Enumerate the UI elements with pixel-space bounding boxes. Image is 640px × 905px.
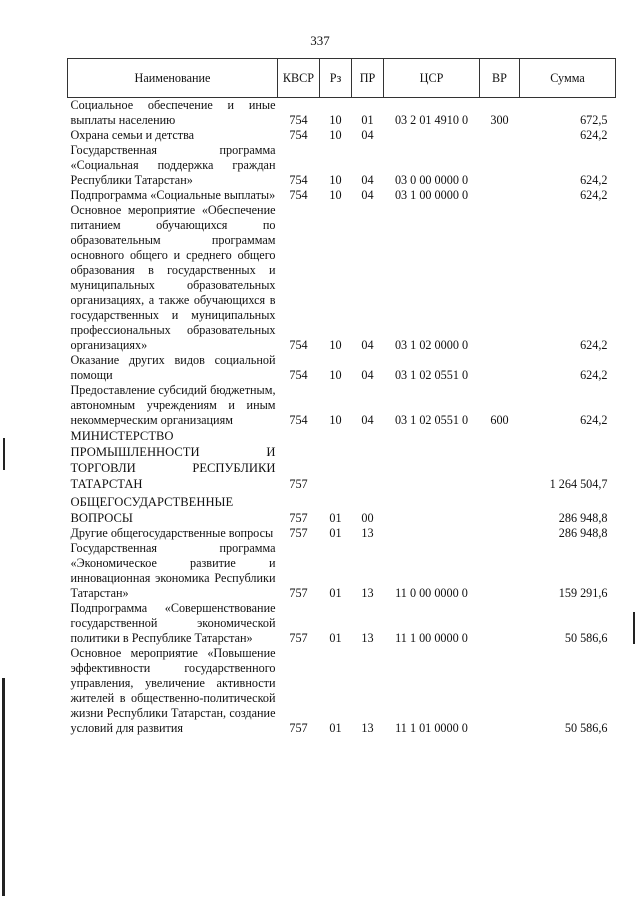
cell-kvsr: 754 — [289, 338, 308, 352]
margin-mark-bottom — [2, 678, 5, 896]
cell-vr: 600 — [490, 413, 509, 427]
cell-pr: 04 — [361, 188, 374, 202]
cell-pr: 13 — [361, 586, 374, 600]
cell-sum: 159 291,6 — [558, 586, 608, 600]
cell-rz: 10 — [329, 413, 342, 427]
cell-kvsr: 757 — [289, 586, 308, 600]
cell-sum: 624,2 — [580, 368, 608, 382]
cell-pr: 01 — [361, 113, 374, 127]
cell-sum: 1 264 504,7 — [549, 477, 608, 491]
column-header-name: Наименование — [68, 59, 278, 98]
cell-vr — [480, 492, 520, 526]
cell-kvsr: 754 — [289, 113, 308, 127]
table-row — [68, 541, 616, 601]
margin-mark-right — [633, 612, 635, 644]
table-row — [68, 188, 616, 203]
cell-vr: 300 — [490, 113, 509, 127]
cell-csr: 03 0 00 0000 0 — [394, 173, 469, 187]
cell-name: Охрана семьи и детства — [70, 128, 195, 142]
cell-sum: 286 948,8 — [558, 511, 608, 525]
table-row — [68, 601, 616, 646]
cell-csr: 03 1 00 0000 0 — [394, 188, 469, 202]
cell-csr: 03 1 02 0551 0 — [394, 413, 469, 427]
cell-csr: 03 2 01 4910 0 — [394, 113, 469, 127]
cell-pr — [352, 428, 384, 492]
table-row — [68, 203, 616, 353]
cell-sum: 624,2 — [580, 173, 608, 187]
cell-pr: 04 — [361, 173, 374, 187]
cell-kvsr: 754 — [289, 128, 308, 142]
cell-csr: 03 1 02 0551 0 — [394, 368, 469, 382]
cell-vr — [480, 526, 520, 541]
cell-rz: 10 — [329, 188, 342, 202]
cell-pr: 04 — [361, 413, 374, 427]
column-header-pr: ПР — [352, 59, 384, 98]
cell-sum: 624,2 — [580, 188, 608, 202]
budget-table — [67, 58, 616, 736]
cell-kvsr: 754 — [289, 173, 308, 187]
cell-vr — [480, 143, 520, 188]
cell-sum: 50 586,6 — [564, 631, 608, 645]
table-row — [68, 526, 616, 541]
cell-name: Оказание других видов социальной помощи — [70, 353, 276, 382]
cell-rz: 10 — [329, 113, 342, 127]
cell-vr — [480, 203, 520, 353]
cell-pr: 13 — [361, 526, 374, 540]
cell-rz: 01 — [329, 586, 342, 600]
cell-pr: 00 — [361, 511, 374, 525]
cell-name: Социальное обеспечение и иные выплаты населению — [70, 98, 276, 127]
cell-rz: 01 — [329, 526, 342, 540]
cell-csr: 11 1 01 0000 0 — [395, 721, 468, 735]
cell-csr: 03 1 02 0000 0 — [394, 338, 469, 352]
table-body — [68, 98, 616, 737]
cell-name: Основное мероприятие «Повышение эффективности государственного управления, увеличение активности жителей в общественно-политической жизни Республики Татарстан, создание условий для развития — [70, 646, 276, 735]
cell-vr — [480, 188, 520, 203]
table-row — [68, 98, 616, 129]
table-row — [68, 353, 616, 383]
column-header-rz: Рз — [320, 59, 352, 98]
page-number: 337 — [310, 33, 330, 48]
cell-kvsr: 757 — [289, 526, 308, 540]
cell-rz: 01 — [329, 511, 342, 525]
cell-sum: 50 586,6 — [564, 721, 608, 735]
table-row — [68, 383, 616, 428]
cell-name: Государственная программа «Социальная поддержка граждан Республики Татарстан» — [70, 143, 276, 187]
column-header-vr: ВР — [480, 59, 520, 98]
table-row — [68, 428, 616, 492]
cell-kvsr: 754 — [289, 188, 308, 202]
cell-sum: 672,5 — [580, 113, 608, 127]
cell-sum: 624,2 — [580, 413, 608, 427]
column-header-sum: Сумма — [520, 59, 616, 98]
cell-vr — [480, 128, 520, 143]
cell-name: Предоставление субсидий бюджетным, автономным учреждениям и иным некоммерческим организациям — [70, 383, 276, 427]
cell-kvsr: 757 — [289, 477, 308, 491]
cell-sum: 624,2 — [580, 338, 608, 352]
margin-mark-top — [3, 438, 5, 470]
cell-csr — [384, 128, 480, 143]
table-header-row — [68, 59, 616, 98]
cell-vr — [480, 646, 520, 736]
cell-pr: 13 — [361, 721, 374, 735]
cell-vr — [480, 353, 520, 383]
cell-rz: 10 — [329, 128, 342, 142]
cell-name: Государственная программа «Экономическое развитие и инновационная экономика Республики Татарстан» — [70, 541, 276, 600]
table-row — [68, 143, 616, 188]
cell-name: Подпрограмма «Совершенствование государственной экономической политики в Республике Татарстан» — [70, 601, 276, 645]
cell-kvsr: 754 — [289, 368, 308, 382]
cell-sum: 286 948,8 — [558, 526, 608, 540]
cell-vr — [480, 541, 520, 601]
cell-kvsr: 757 — [289, 631, 308, 645]
cell-csr — [384, 526, 480, 541]
cell-csr: 11 0 00 0000 0 — [395, 586, 468, 600]
cell-kvsr: 754 — [289, 413, 308, 427]
cell-pr: 04 — [361, 368, 374, 382]
table-row — [68, 492, 616, 526]
cell-name: Подпрограмма «Социальные выплаты» — [70, 188, 276, 202]
cell-pr: 04 — [361, 128, 374, 142]
column-header-kvsr: КВСР — [278, 59, 320, 98]
column-header-csr: ЦСР — [384, 59, 480, 98]
cell-rz: 10 — [329, 368, 342, 382]
table-row — [68, 646, 616, 736]
cell-name: Основное мероприятие «Обеспечение питанием обучающихся по образовательным программам основного общего и среднего общего образования в государственных и муниципальных образовательных организациях, а также обучающихся в государственных и муниципальных профессиональных образовательных организациях» — [70, 203, 276, 352]
cell-kvsr: 757 — [289, 721, 308, 735]
cell-csr: 11 1 00 0000 0 — [395, 631, 468, 645]
cell-pr: 04 — [361, 338, 374, 352]
cell-csr — [384, 428, 480, 492]
cell-name: ОБЩЕГОСУДАРСТВЕННЫЕ ВОПРОСЫ — [70, 495, 234, 525]
cell-rz: 01 — [329, 721, 342, 735]
cell-vr — [480, 601, 520, 646]
cell-rz — [320, 428, 352, 492]
cell-kvsr: 757 — [289, 511, 308, 525]
cell-name: МИНИСТЕРСТВО ПРОМЫШЛЕННОСТИ И ТОРГОВЛИ РЕСПУБЛИКИ ТАТАРСТАН — [70, 429, 276, 491]
cell-sum: 624,2 — [580, 128, 608, 142]
cell-pr: 13 — [361, 631, 374, 645]
cell-rz: 10 — [329, 173, 342, 187]
cell-vr — [480, 428, 520, 492]
cell-rz: 10 — [329, 338, 342, 352]
table-row — [68, 128, 616, 143]
cell-csr — [384, 492, 480, 526]
cell-name: Другие общегосударственные вопросы — [70, 526, 274, 540]
cell-rz: 01 — [329, 631, 342, 645]
